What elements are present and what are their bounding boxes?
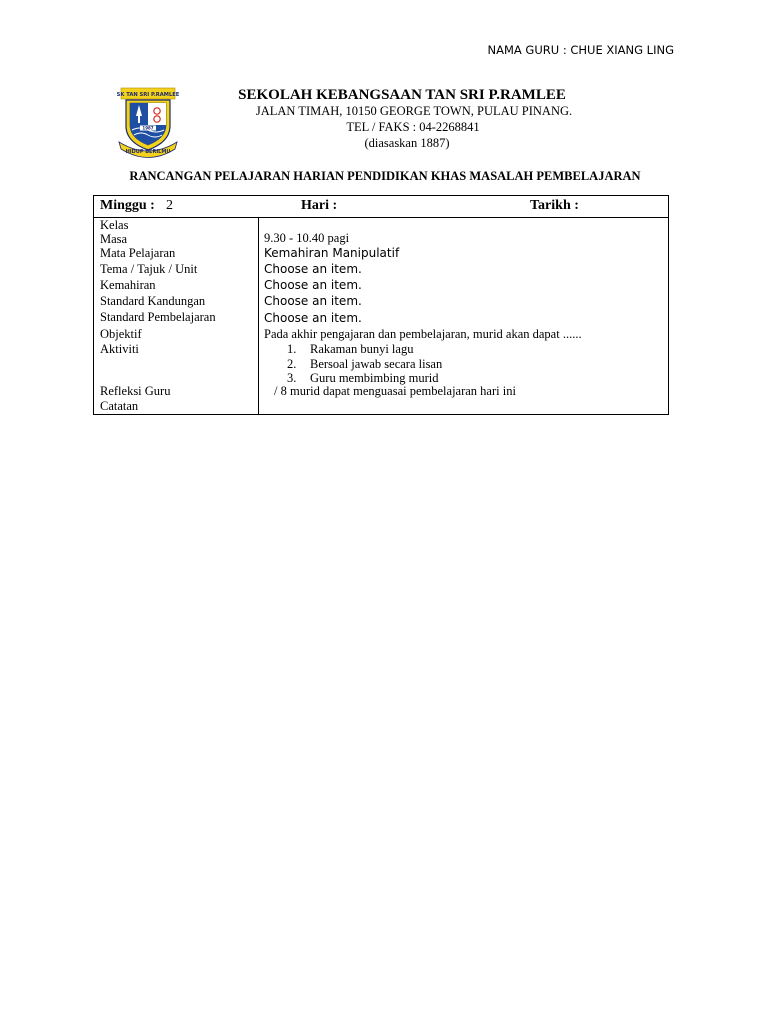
aktiviti-item-number: 3. [287,371,297,385]
catatan-label: Catatan [100,399,139,413]
hari-label: Hari : [301,198,338,213]
mata-pelajaran-label: Mata Pelajaran [100,246,176,260]
teacher-name: NAMA GURU : CHUE XIANG LING [487,43,674,57]
school-phone: TEL / FAKS : 04-2268841 [346,120,480,134]
kemahiran-dropdown[interactable]: Choose an item. [264,278,362,292]
mata-pelajaran-value[interactable]: Kemahiran Manipulatif [264,246,400,260]
objektif-label: Objektif [100,327,142,341]
school-name: SEKOLAH KEBANGSAAN TAN SRI P.RAMLEE [238,87,566,103]
masa-value[interactable]: 9.30 - 10.40 pagi [264,231,350,245]
kemahiran-label: Kemahiran [100,278,156,292]
standard-pembelajaran-label: Standard Pembelajaran [100,310,216,324]
objektif-value[interactable]: Pada akhir pengajaran dan pembelajaran, murid akan dapat ...... [264,327,582,341]
svg-text:SK TAN SRI P.RAMLEE: SK TAN SRI P.RAMLEE [116,92,180,98]
svg-text:1987: 1987 [142,125,154,131]
column-divider [258,217,259,415]
standard-kandungan-dropdown[interactable]: Choose an item. [264,294,362,308]
tarikh-label: Tarikh : [530,198,579,213]
masa-label: Masa [100,232,128,246]
tema-label: Tema / Tajuk / Unit [100,262,198,276]
standard-pembelajaran-dropdown[interactable]: Choose an item. [264,311,362,325]
school-address: JALAN TIMAH, 10150 GEORGE TOWN, PULAU PINANG. [255,104,573,118]
standard-kandungan-label: Standard Kandungan [100,294,206,308]
kelas-label: Kelas [100,218,129,232]
refleksi-value[interactable]: / 8 murid dapat menguasai pembelajaran hari ini [274,384,516,398]
aktiviti-label: Aktiviti [100,342,139,356]
minggu-value[interactable]: 2 [166,198,173,213]
aktiviti-item[interactable]: Bersoal jawab secara lisan [310,357,443,371]
aktiviti-item[interactable]: Rakaman bunyi lagu [310,342,414,356]
document-title: RANCANGAN PELAJARAN HARIAN PENDIDIKAN KHAS MASALAH PEMBELAJARAN [129,169,641,183]
header-row [94,196,668,218]
aktiviti-item-number: 1. [287,342,297,356]
refleksi-label: Refleksi Guru [100,384,171,398]
lesson-plan-table [93,195,669,415]
svg-text:HIDUP BERILMU: HIDUP BERILMU [125,149,171,155]
aktiviti-item-number: 2. [287,357,297,371]
aktiviti-item[interactable]: Guru membimbing murid [310,371,439,385]
school-founded: (diasaskan 1887) [364,136,450,150]
tema-dropdown[interactable]: Choose an item. [264,262,362,276]
minggu-label: Minggu : [100,198,155,213]
